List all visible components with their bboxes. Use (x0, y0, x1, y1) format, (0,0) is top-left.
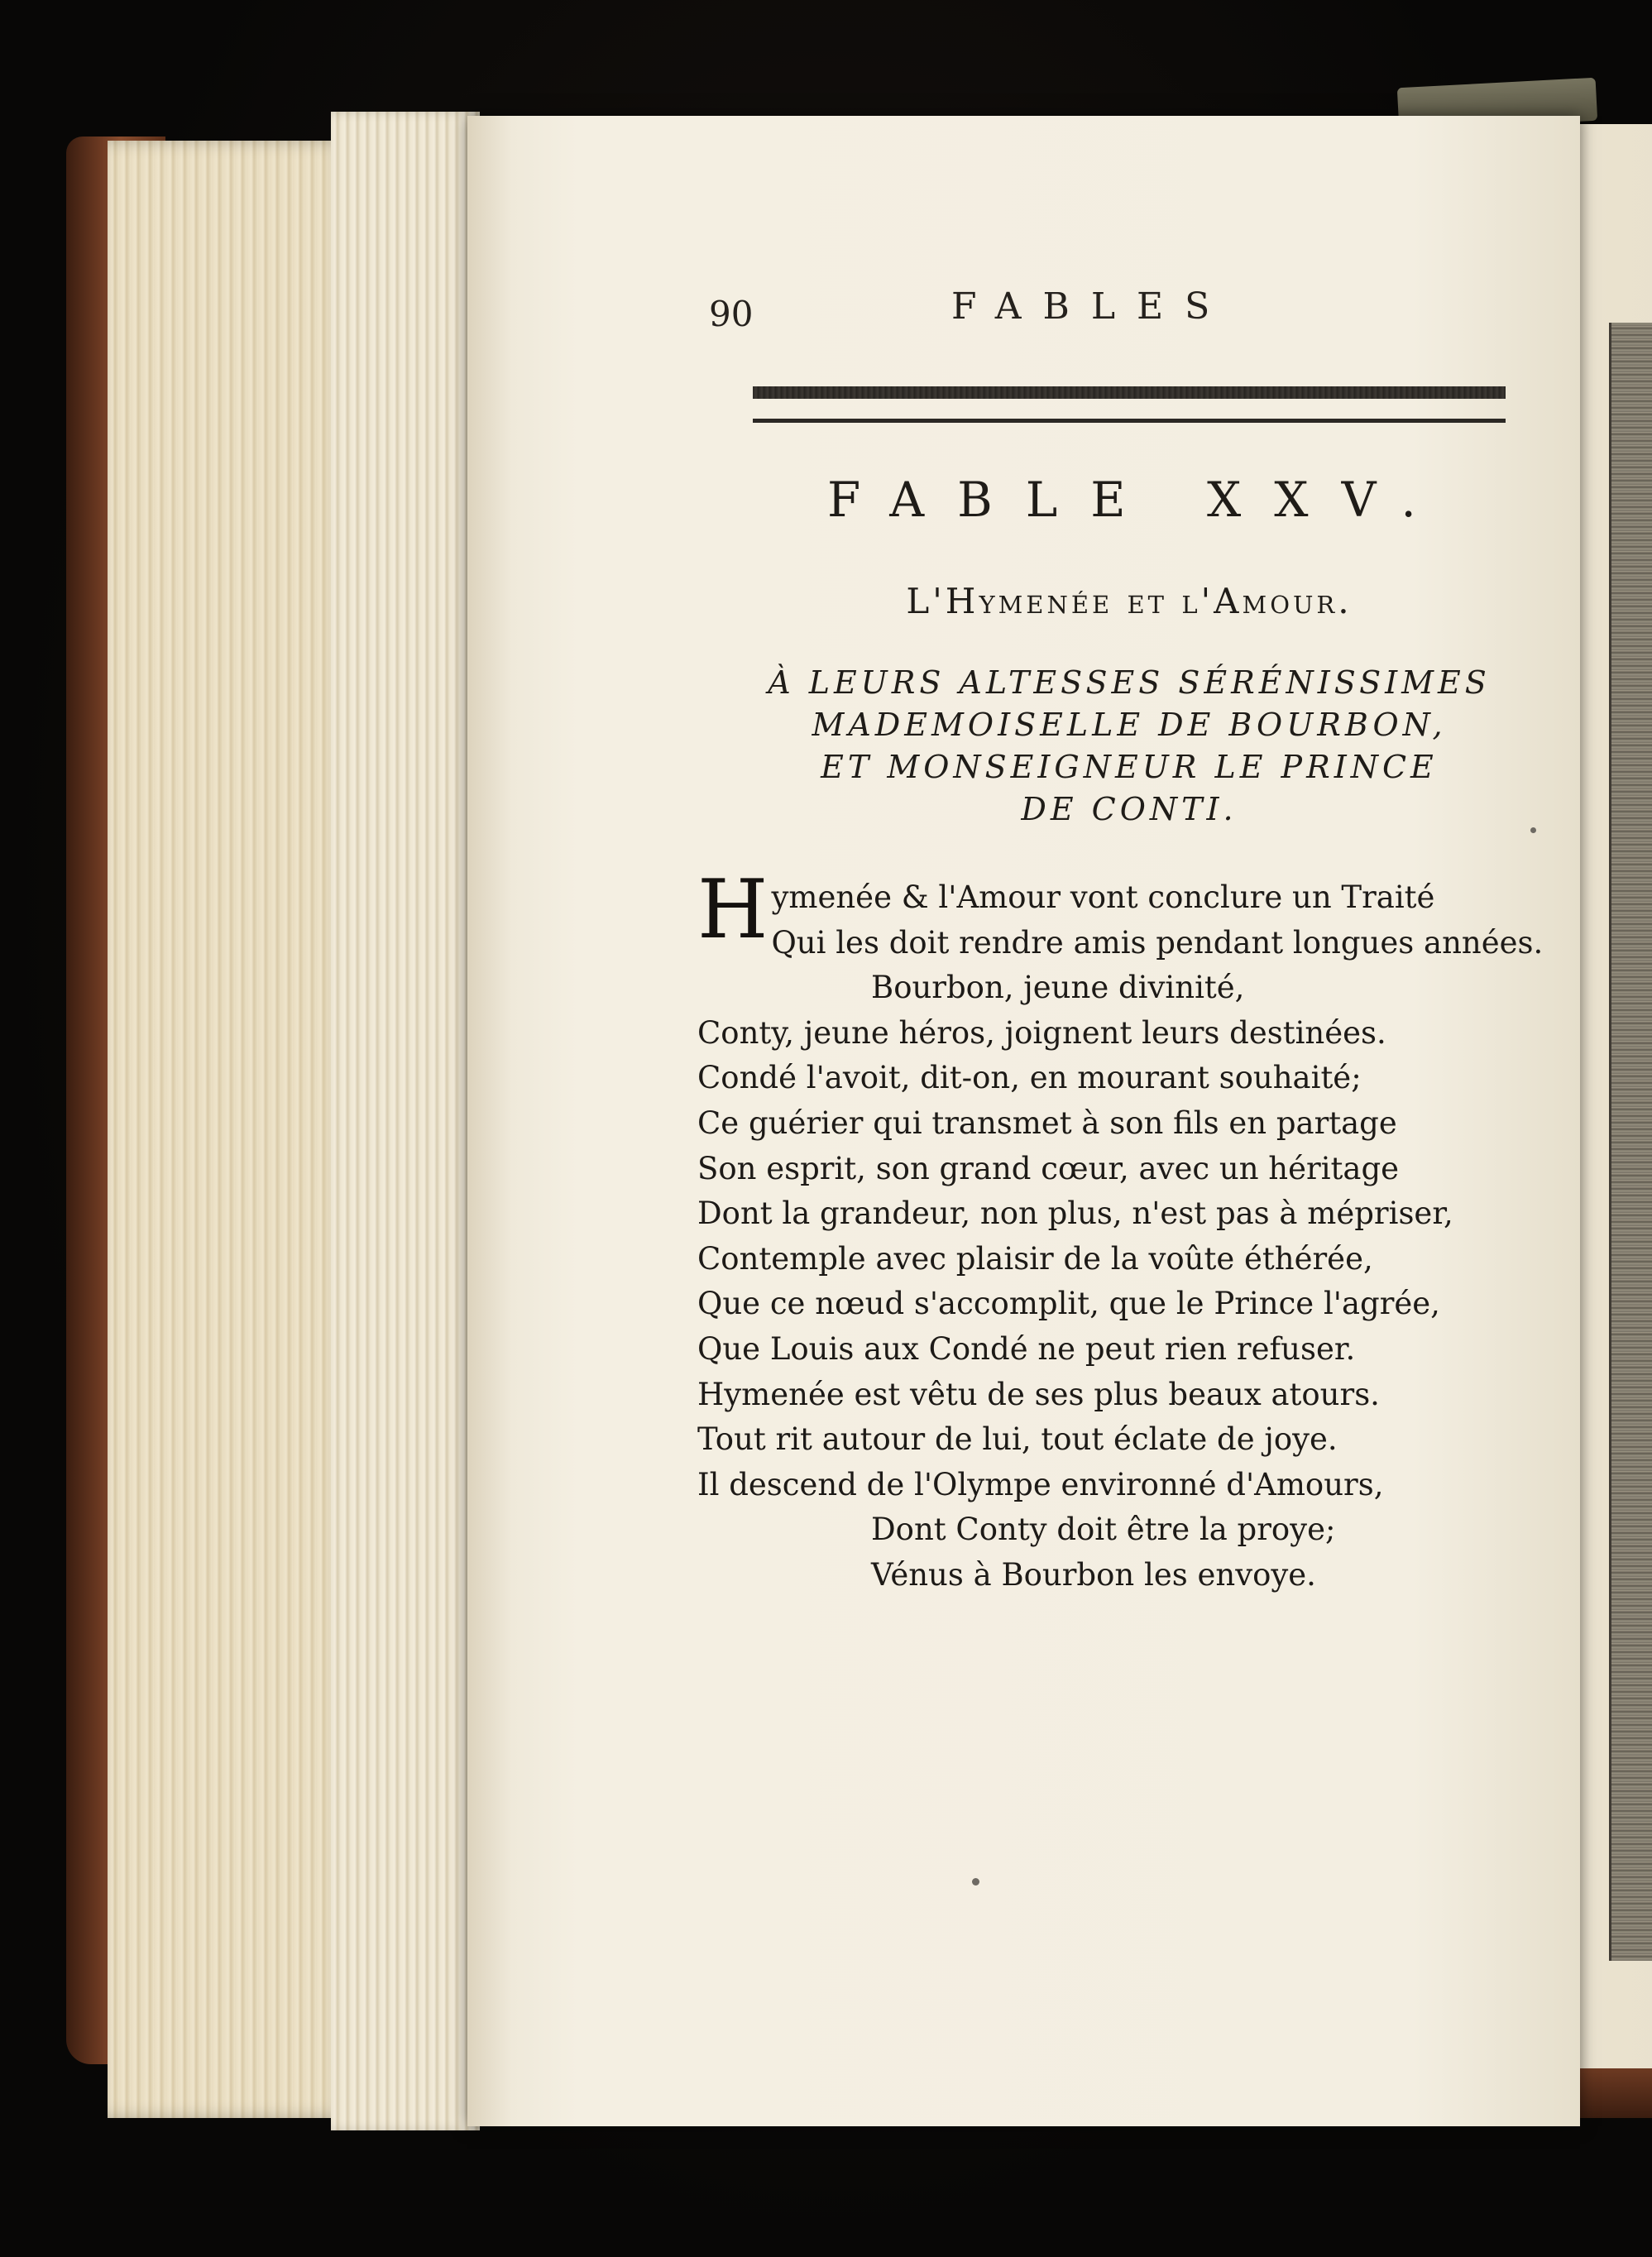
poem-line: Tout rit autour de lui, tout éclate de joye. (697, 1421, 1338, 1458)
poem-line: Conty, jeune héros, joignent leurs destinées. (697, 1014, 1386, 1051)
poem-line: Que ce nœud s'accomplit, que le Prince l'agrée, (697, 1286, 1440, 1322)
dedication-line: À LEURS ALTESSES SÉRÉNISSIMES (768, 664, 1491, 701)
poem-line: Vénus à Bourbon les envoye. (871, 1556, 1316, 1593)
poem-line-text: ymenée & l'Amour vont conclure un Traité (771, 879, 1435, 915)
poem-line: Hymenée est vêtu de ses plus beaux atours. (697, 1376, 1380, 1412)
page-edges-inner (331, 112, 480, 2130)
poem-line: Condé l'avoit, dit-on, en mourant souhaité; (697, 1060, 1362, 1096)
ornamental-rule-thick (753, 386, 1506, 399)
ornamental-rule-thin (753, 419, 1506, 423)
page-edges-stack (108, 141, 347, 2118)
poem-line: Contemple avec plaisir de la voûte éthérée, (697, 1240, 1373, 1277)
poem-line: Qui les doit rendre amis pendant longues années. (771, 924, 1544, 961)
drop-cap: H (697, 863, 769, 957)
poem-line: Dont Conty doit être la proye; (871, 1512, 1336, 1548)
fable-title: FABLE XXV. (827, 472, 1449, 528)
poem-body (697, 863, 1544, 1598)
paper-speck (972, 1878, 979, 1886)
running-head: FABLES (951, 285, 1232, 328)
page-number: 90 (709, 294, 754, 334)
paper-speck (1530, 827, 1536, 833)
poem-line: Son esprit, son grand cœur, avec un héritage (697, 1150, 1400, 1186)
poem-line: Il descend de l'Olympe environné d'Amours, (697, 1466, 1384, 1502)
fable-subtitle: L'Hymenée et l'Amour. (906, 581, 1353, 621)
dedication-line: DE CONTI. (1021, 791, 1238, 827)
poem-line: Que Louis aux Condé ne peut rien refuser. (697, 1330, 1356, 1367)
poem-line: Ce guérier qui transmet à son fils en partage (697, 1105, 1397, 1141)
dedication-line: MADEMOISELLE DE BOURBON, (812, 707, 1447, 743)
facing-engraving-image (1609, 323, 1652, 1961)
dedication-line: ET MONSEIGNEUR LE PRINCE (821, 749, 1438, 785)
dedication (728, 662, 1530, 831)
poem-line: Dont la grandeur, non plus, n'est pas à mépriser, (697, 1196, 1453, 1232)
poem-line: Bourbon, jeune divinité, (871, 970, 1245, 1006)
